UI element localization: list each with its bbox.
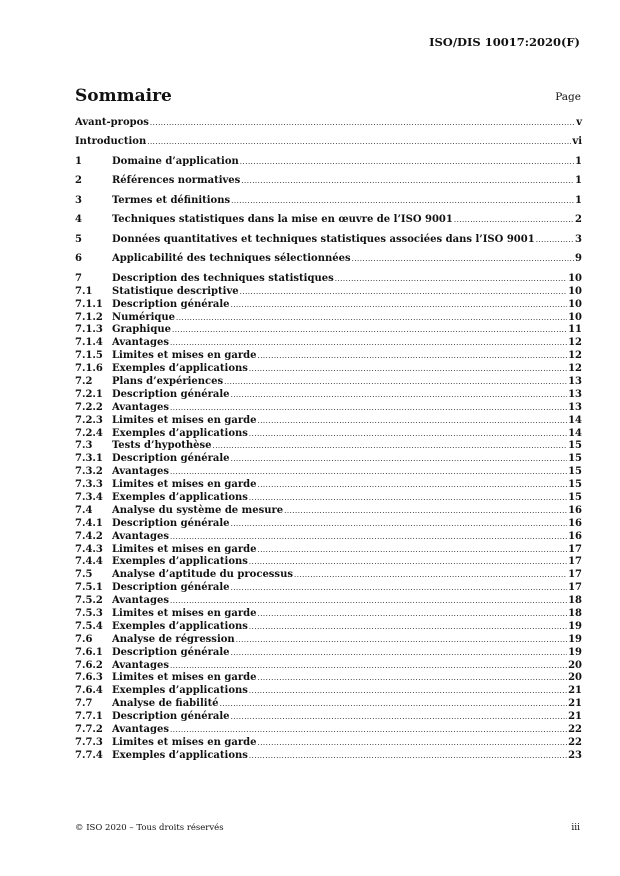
toc-entry-number: 7.3.3 — [75, 479, 103, 491]
dot-leader — [257, 350, 567, 363]
toc-entry-number: 7.1.1 — [75, 298, 103, 310]
toc-entry-number: 3 — [75, 194, 82, 206]
toc-entry[interactable] — [75, 685, 582, 698]
toc-entry[interactable] — [75, 660, 582, 673]
toc-entry-number: 7.3.1 — [75, 453, 103, 465]
dot-leader — [212, 440, 567, 453]
toc-entry-page: 16 — [568, 504, 582, 516]
dot-leader — [231, 453, 568, 466]
document-id: ISO/DIS 10017:2020(F) — [429, 35, 580, 49]
dot-leader — [249, 621, 567, 634]
toc-entry-label: Exemples d’applications — [112, 685, 248, 697]
toc-entry-number: 7.6.3 — [75, 672, 103, 684]
toc-entry-page: 16 — [568, 530, 582, 542]
toc-entry-number: 7.7.2 — [75, 724, 103, 736]
toc-entry[interactable] — [75, 195, 582, 208]
toc-entry-label: Description générale — [112, 298, 230, 310]
toc-entry-page: 15 — [568, 492, 582, 504]
toc-entry-label: Avant-propos — [75, 117, 149, 128]
toc-entry-label: Avantages — [112, 530, 169, 542]
toc-entry-number: 7.7 — [75, 698, 93, 710]
dot-leader — [231, 711, 568, 724]
dot-leader — [170, 724, 567, 737]
toc-entry-number: 1 — [75, 155, 82, 167]
toc-entry[interactable] — [75, 698, 582, 711]
toc-entry-page: 12 — [568, 337, 582, 349]
toc-entry-number: 6 — [75, 253, 82, 265]
dot-leader — [231, 582, 568, 595]
toc-entry[interactable] — [75, 117, 582, 130]
toc-entry-number: 7.3.2 — [75, 466, 103, 478]
toc-entry[interactable] — [75, 505, 582, 518]
toc-entry-number: 7.3.4 — [75, 492, 103, 504]
toc-entry-number: 7.3 — [75, 440, 93, 452]
toc-entry[interactable] — [75, 402, 582, 415]
dot-leader — [257, 737, 567, 750]
toc-entry-number: 7.1.5 — [75, 350, 103, 362]
toc-entry-page: vi — [572, 136, 582, 148]
dot-leader — [240, 286, 567, 299]
toc-entry-label: Plans d’expériences — [112, 376, 224, 387]
toc-entry-number: 7.1.6 — [75, 363, 103, 375]
toc-entry-page: 17 — [568, 556, 582, 568]
toc-entry-label: Analyse de fiabilité — [112, 698, 219, 710]
toc-entry-page: 2 — [575, 214, 582, 226]
dot-leader — [249, 556, 567, 569]
toc-entry-page: 17 — [568, 543, 582, 555]
dot-leader — [257, 415, 567, 428]
toc-entry[interactable] — [75, 273, 582, 286]
toc-entry[interactable] — [75, 737, 582, 750]
dot-leader — [231, 647, 568, 660]
toc-entry-label: Description des techniques statistiques — [112, 272, 334, 284]
toc-entry-number: 7.2.3 — [75, 414, 103, 426]
toc-entry-number: 5 — [75, 233, 82, 245]
toc-entry[interactable] — [75, 479, 582, 492]
toc-entry-label: Limites et mises en garde — [112, 543, 257, 555]
toc-entry-number: 7.5.1 — [75, 582, 103, 594]
dot-leader — [170, 337, 567, 350]
toc-entry[interactable] — [75, 440, 582, 453]
toc-entry[interactable] — [75, 299, 582, 312]
toc-entry[interactable] — [75, 634, 582, 647]
toc-entry-page: 18 — [568, 608, 582, 620]
dot-leader — [170, 595, 567, 608]
toc-entry-label: Avantages — [112, 337, 169, 349]
toc-entry[interactable] — [75, 724, 582, 737]
dot-leader — [335, 273, 567, 286]
dot-leader — [257, 672, 567, 685]
toc-entry-page: 9 — [575, 253, 582, 265]
toc-entry-page: 19 — [568, 620, 582, 632]
toc-entry[interactable] — [75, 175, 582, 188]
toc-entry-number: 7 — [75, 272, 82, 284]
dot-leader — [170, 466, 567, 479]
toc-entry-page: 13 — [568, 401, 582, 413]
toc-entry-number: 7.7.3 — [75, 736, 103, 748]
toc-entry-number: 2 — [75, 175, 82, 187]
toc-entry-label: Limites et mises en garde — [112, 736, 257, 748]
toc-entry-page: 10 — [568, 285, 582, 297]
toc-entry-number: 4 — [75, 214, 82, 226]
toc-entry-page: 21 — [568, 685, 582, 697]
dot-leader — [249, 685, 567, 698]
toc-entry[interactable] — [75, 595, 582, 608]
toc-entry-number: 7.5.2 — [75, 595, 103, 607]
dot-leader — [536, 234, 574, 247]
toc-entry-label: Description générale — [112, 517, 230, 529]
toc-entry-number: 7.4.3 — [75, 543, 103, 555]
toc-entry[interactable] — [75, 286, 582, 299]
page-column-label: Page — [555, 91, 581, 103]
toc-entry[interactable] — [75, 136, 582, 149]
dot-leader — [150, 117, 575, 130]
toc-entry[interactable] — [75, 544, 582, 557]
toc-entry-label: Limites et mises en garde — [112, 479, 257, 491]
toc-entry-label: Graphique — [112, 324, 171, 336]
toc-entry-label: Données quantitatives et techniques statistiques associées dans l’ISO 9001 — [112, 233, 535, 245]
toc-entry-label: Exemples d’applications — [112, 427, 248, 439]
toc-entry-label: Description générale — [112, 453, 230, 465]
toc-entry[interactable] — [75, 711, 582, 724]
toc-entry-page: 13 — [568, 376, 582, 387]
toc-entry-page: 15 — [568, 479, 582, 491]
toc-entry-label: Analyse d’aptitude du processus — [112, 569, 293, 581]
toc-entry-label: Description générale — [112, 711, 230, 723]
toc-entry-page: 1 — [575, 175, 582, 187]
toc-entry-page: 15 — [568, 453, 582, 465]
toc-entry[interactable] — [75, 376, 582, 389]
toc-entry-label: Avantages — [112, 466, 169, 478]
toc-entry-number: 7.1 — [75, 285, 93, 297]
toc-entry-label: Exemples d’applications — [112, 749, 248, 761]
toc-entry[interactable] — [75, 531, 582, 544]
toc-entry-page: 16 — [568, 517, 582, 529]
dot-leader — [249, 428, 567, 441]
toc-entry-page: 12 — [568, 350, 582, 362]
toc-entry-number: 7.7.4 — [75, 749, 103, 761]
dot-leader — [249, 363, 567, 376]
toc-entry[interactable] — [75, 156, 582, 169]
toc-entry-number: 7.6.2 — [75, 659, 103, 671]
dot-leader — [249, 492, 567, 505]
toc-entry-page: 15 — [568, 466, 582, 478]
toc-entry-number: 7.6.1 — [75, 646, 103, 658]
toc-entry-number: 7.2.4 — [75, 427, 103, 439]
toc-entry-page: 23 — [568, 749, 582, 761]
toc-entry-number: 7.4.2 — [75, 530, 103, 542]
toc-entry[interactable] — [75, 492, 582, 505]
toc-entry-label: Domaine d’application — [112, 155, 239, 167]
toc-entry-label: Description générale — [112, 646, 230, 658]
dot-leader — [240, 156, 574, 169]
toc-entry-label: Limites et mises en garde — [112, 414, 257, 426]
toc-entry-page: 19 — [568, 633, 582, 645]
toc-entry-number: 7.7.1 — [75, 711, 103, 723]
toc-entry-number: 7.5.4 — [75, 620, 103, 632]
dot-leader — [236, 634, 567, 647]
table-of-contents — [75, 117, 582, 763]
toc-entry-label: Limites et mises en garde — [112, 672, 257, 684]
toc-entry[interactable] — [75, 350, 582, 363]
toc-entry-page: 13 — [568, 388, 582, 400]
toc-entry-label: Limites et mises en garde — [112, 350, 257, 362]
toc-entry-label: Description générale — [112, 582, 230, 594]
toc-entry[interactable] — [75, 415, 582, 428]
dot-leader — [172, 324, 567, 337]
dot-leader — [257, 608, 567, 621]
toc-entry[interactable] — [75, 621, 582, 634]
toc-entry-page: 10 — [568, 311, 582, 323]
toc-entry-number: 7.2 — [75, 376, 93, 387]
toc-entry-number: 7.6 — [75, 633, 93, 645]
toc-entry-page: 22 — [568, 724, 582, 736]
toc-entry-page: 17 — [568, 569, 582, 581]
toc-entry-page: 15 — [568, 440, 582, 452]
toc-entry[interactable] — [75, 428, 582, 441]
toc-entry-page: 21 — [568, 711, 582, 723]
toc-entry-number: 7.1.2 — [75, 311, 103, 323]
toc-entry-page: 17 — [568, 582, 582, 594]
toc-entry-label: Avantages — [112, 659, 169, 671]
toc-entry[interactable] — [75, 324, 582, 337]
toc-entry-number: 7.1.4 — [75, 337, 103, 349]
toc-entry[interactable] — [75, 582, 582, 595]
dot-leader — [170, 660, 567, 673]
footer-copyright: © ISO 2020 – Tous droits réservés — [75, 823, 224, 833]
dot-leader — [231, 518, 568, 531]
dot-leader — [231, 195, 574, 208]
toc-entry-label: Applicabilité des techniques sélectionnées — [112, 253, 351, 265]
dot-leader — [454, 214, 574, 227]
dot-leader — [170, 531, 567, 544]
toc-entry-label: Numérique — [112, 311, 176, 323]
toc-entry-label: Avantages — [112, 724, 169, 736]
toc-entry-label: Description générale — [112, 388, 230, 400]
toc-entry[interactable] — [75, 569, 582, 582]
toc-entry[interactable] — [75, 647, 582, 660]
toc-entry-label: Tests d’hypothèse — [112, 440, 212, 452]
toc-entry-page: 20 — [568, 672, 582, 684]
toc-entry[interactable] — [75, 214, 582, 227]
toc-entry-label: Avantages — [112, 401, 169, 413]
footer-page-number: iii — [571, 823, 580, 833]
toc-entry-page: 3 — [575, 233, 582, 245]
toc-entry-number: 7.5 — [75, 569, 93, 581]
toc-entry-page: v — [576, 117, 582, 128]
toc-entry-page: 10 — [568, 272, 582, 284]
toc-entry-label: Exemples d’applications — [112, 363, 248, 375]
dot-leader — [176, 312, 567, 325]
toc-entry-page: 14 — [568, 427, 582, 439]
toc-entry-label: Termes et définitions — [112, 194, 231, 206]
toc-entry-label: Exemples d’applications — [112, 556, 248, 568]
dot-leader — [231, 299, 568, 312]
toc-entry[interactable] — [75, 518, 582, 531]
toc-entry-number: 7.4.4 — [75, 556, 103, 568]
toc-entry-label: Introduction — [75, 136, 147, 148]
toc-entry[interactable] — [75, 466, 582, 479]
toc-entry-page: 14 — [568, 414, 582, 426]
dot-leader — [224, 376, 567, 389]
page-title: Sommaire — [75, 86, 172, 106]
toc-entry-page: 12 — [568, 363, 582, 375]
toc-entry[interactable] — [75, 389, 582, 402]
dot-leader — [241, 175, 574, 188]
toc-entry-label: Exemples d’applications — [112, 620, 248, 632]
toc-entry-label: Exemples d’applications — [112, 492, 248, 504]
toc-entry-number: 7.5.3 — [75, 608, 103, 620]
toc-entry-page: 1 — [575, 155, 582, 167]
toc-entry-label: Analyse de régression — [112, 633, 235, 645]
toc-entry[interactable] — [75, 453, 582, 466]
toc-entry-number: 7.2.1 — [75, 388, 103, 400]
toc-entry[interactable] — [75, 672, 582, 685]
dot-leader — [352, 253, 574, 266]
toc-entry[interactable] — [75, 234, 582, 247]
toc-entry-page: 20 — [568, 659, 582, 671]
toc-entry[interactable] — [75, 556, 582, 569]
toc-entry-page: 19 — [568, 646, 582, 658]
toc-entry-number: 7.6.4 — [75, 685, 103, 697]
dot-leader — [249, 750, 567, 763]
toc-entry-label: Analyse du système de mesure — [112, 504, 284, 516]
toc-entry-page: 21 — [568, 698, 582, 710]
toc-entry[interactable] — [75, 363, 582, 376]
toc-entry[interactable] — [75, 750, 582, 763]
toc-entry-number: 7.1.3 — [75, 324, 103, 336]
toc-entry[interactable] — [75, 253, 582, 266]
toc-entry[interactable] — [75, 608, 582, 621]
toc-entry-number: 7.4.1 — [75, 517, 103, 529]
toc-entry-label: Références normatives — [112, 175, 241, 187]
toc-entry[interactable] — [75, 337, 582, 350]
toc-entry-number: 7.4 — [75, 504, 93, 516]
toc-entry-page: 1 — [575, 194, 582, 206]
dot-leader — [257, 544, 567, 557]
toc-entry-page: 22 — [568, 736, 582, 748]
toc-entry-label: Techniques statistiques dans la mise en œuvre de l’ISO 9001 — [112, 214, 453, 226]
dot-leader — [284, 505, 567, 518]
toc-entry-number: 7.2.2 — [75, 401, 103, 413]
toc-entry-label: Avantages — [112, 595, 169, 607]
toc-entry-label: Statistique descriptive — [112, 285, 239, 297]
dot-leader — [257, 479, 567, 492]
toc-entry-page: 10 — [568, 298, 582, 310]
toc-entry[interactable] — [75, 312, 582, 325]
dot-leader — [170, 402, 567, 415]
toc-entry-page: 18 — [568, 595, 582, 607]
toc-entry-page: 11 — [568, 324, 582, 336]
toc-entry-label: Limites et mises en garde — [112, 608, 257, 620]
dot-leader — [231, 389, 568, 402]
dot-leader — [147, 136, 571, 149]
dot-leader — [294, 569, 567, 582]
dot-leader — [220, 698, 568, 711]
